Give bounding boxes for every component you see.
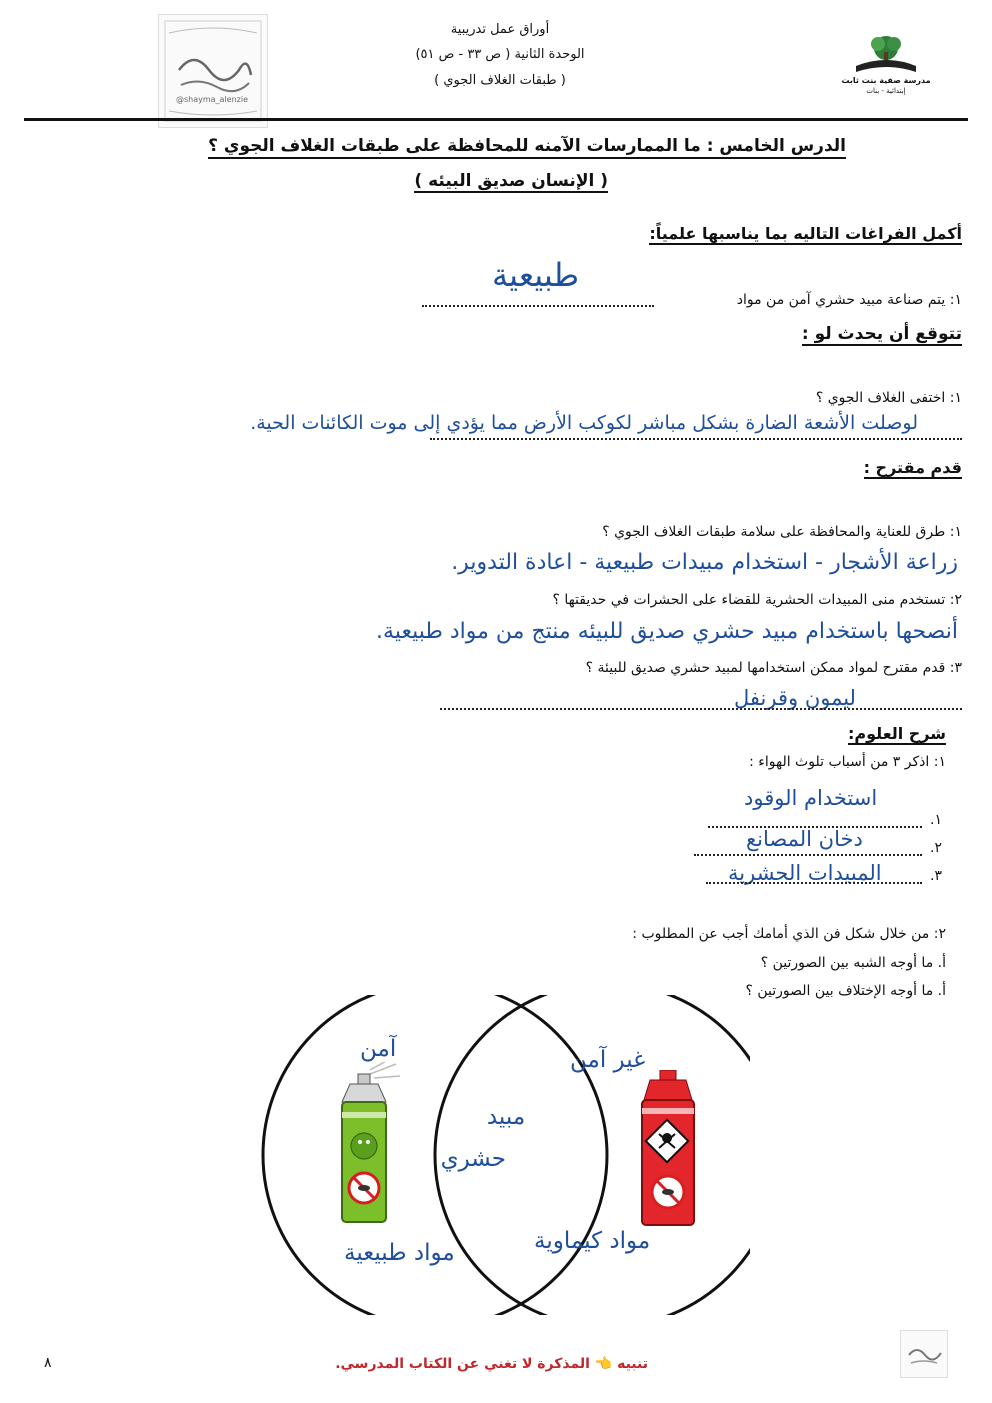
school-name: مدرسة صفية بنت ثابت (841, 76, 931, 85)
suggest-blank-3 (440, 708, 962, 710)
fill-question-1: ١: يتم صناعة مبيد حشري آمن من مواد (736, 292, 962, 308)
footer-note: تنبيه 👈 المذكرة لا تغني عن الكتاب المدرسي. (335, 1356, 648, 1372)
suggest-question-3: ٣: قدم مقترح لمواد ممكن استخدامها لمبيد حشري صديق للبيئة ؟ (585, 660, 962, 676)
venn-left-top-label: آمن (360, 1036, 397, 1062)
suggest-answer-3: ليمون وقرنفل (734, 686, 856, 710)
page-number: ٨ (44, 1355, 52, 1371)
cause-blank-2 (694, 854, 922, 856)
suggest-answer-1: زراعة الأشجار - استخدام مبيدات طبيعية - اعادة التدوير. (451, 550, 958, 575)
cause-num-3: ٣. (930, 868, 942, 884)
suggest-question-1: ١: طرق للعناية والمحافظة على سلامة طبقات الغلاف الجوي ؟ (602, 524, 962, 540)
lesson-subtitle: ( الإنسان صديق البيئه ) (414, 171, 608, 191)
signature-logo (158, 14, 268, 128)
science-question-2a: أ. ما أوجه الشبه بين الصورتين ؟ (760, 955, 946, 971)
science-question-2b: أ. ما أوجه الإختلاف بين الصورتين ؟ (745, 983, 946, 999)
science-question-2: ٢: من خلال شكل فن الذي أمامك أجب عن المطلوب : (632, 926, 946, 942)
venn-right-bottom-label: مواد كيماوية (534, 1228, 651, 1254)
cause-num-2: ٢. (930, 840, 942, 856)
expect-answer-1: لوصلت الأشعة الضارة بشكل مباشر لكوكب الأرض مما يؤدي إلى موت الكائنات الحية. (250, 412, 918, 434)
fill-blank-1 (422, 305, 654, 307)
green-spray-can-icon (330, 1062, 420, 1227)
venn-center-line-1: مبيد (486, 1104, 526, 1130)
suggest-question-2: ٢: تستخدم منى المبيدات الحشرية للقضاء على الحشرات في حديقتها ؟ (552, 592, 962, 608)
science-heading: شرح العلوم: (848, 724, 946, 743)
venn-right-top-label: غير آمن (570, 1047, 646, 1073)
expect-heading: تتوقع أن يحدث لو : (801, 324, 962, 344)
lesson-title: الدرس الخامس : ما الممارسات الآمنه للمحافظة على طبقات الغلاف الجوي ؟ (208, 136, 846, 156)
cause-blank-3 (706, 882, 922, 884)
red-spray-can-icon (632, 1070, 712, 1230)
venn-center-line-2: حشري (440, 1146, 506, 1172)
expect-question-1: ١: اختفى الغلاف الجوي ؟ (815, 390, 962, 406)
header-line-3: ( طبقات الغلاف الجوي ) (434, 73, 566, 88)
school-sub: إبتدائية - بنات (866, 87, 906, 95)
venn-left-bottom-label: مواد طبيعية (344, 1240, 455, 1266)
signature-handle: @shayma_alenzie (175, 95, 249, 104)
header-divider (24, 118, 968, 121)
suggest-answer-2: أنصحها باستخدام مبيد حشري صديق للبيئه منتج من مواد طبيعية. (376, 619, 958, 644)
science-question-1: ١: اذكر ٣ من أسباب تلوث الهواء : (749, 754, 946, 770)
fill-answer-1: طبيعية (492, 256, 580, 294)
cause-answer-3: المبيدات الحشرية (728, 861, 882, 885)
expect-blank-1 (430, 438, 962, 440)
cause-answer-2: دخان المصانع (746, 827, 863, 851)
header-line-2: الوحدة الثانية ( ص ٣٣ - ص ٥١) (415, 47, 585, 62)
header-line-1: أوراق عمل تدريبية (450, 22, 550, 37)
footer-signature-logo (900, 1330, 948, 1378)
suggest-heading: قدم مقترح : (863, 458, 962, 477)
cause-num-1: ١. (930, 812, 942, 828)
cause-answer-1: استخدام الوقود (744, 786, 878, 810)
fill-heading: أكمل الفراغات التاليه بما يناسبها علمياً: (649, 224, 962, 243)
